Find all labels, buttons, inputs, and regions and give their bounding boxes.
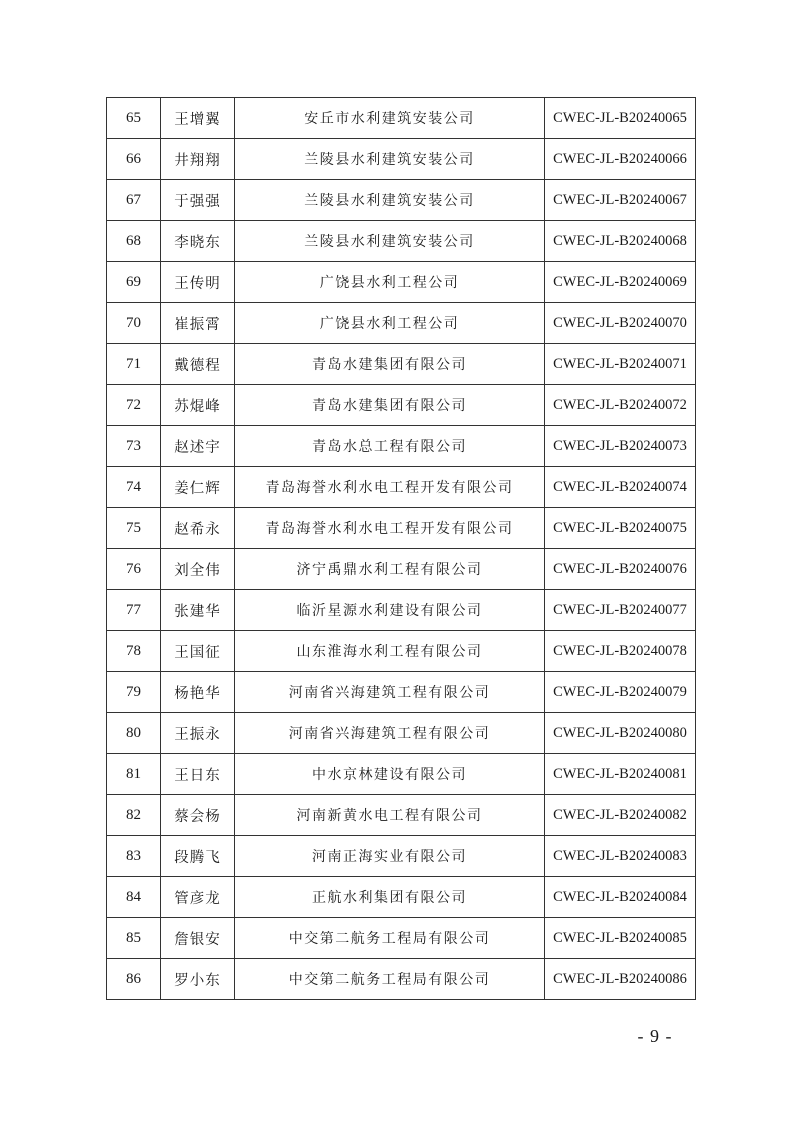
company-name: 广饶县水利工程公司 [235, 303, 545, 344]
company-name: 中交第二航务工程局有限公司 [235, 918, 545, 959]
row-number: 77 [107, 590, 161, 631]
certificate-number: CWEC-JL-B20240084 [545, 877, 696, 918]
table-row [107, 713, 696, 754]
company-name: 正航水利集团有限公司 [235, 877, 545, 918]
person-name: 王日东 [161, 754, 235, 795]
row-number: 82 [107, 795, 161, 836]
company-name: 青岛海誉水利水电工程开发有限公司 [235, 508, 545, 549]
certificate-number: CWEC-JL-B20240074 [545, 467, 696, 508]
company-name: 河南新黄水电工程有限公司 [235, 795, 545, 836]
table-row [107, 180, 696, 221]
certificate-number: CWEC-JL-B20240080 [545, 713, 696, 754]
certificate-number: CWEC-JL-B20240085 [545, 918, 696, 959]
certificate-number: CWEC-JL-B20240073 [545, 426, 696, 467]
row-number: 75 [107, 508, 161, 549]
page-number: - 9 - [637, 1026, 673, 1046]
row-number: 84 [107, 877, 161, 918]
table-row [107, 139, 696, 180]
row-number: 81 [107, 754, 161, 795]
table-row [107, 221, 696, 262]
table-row [107, 631, 696, 672]
company-name: 中水京林建设有限公司 [235, 754, 545, 795]
company-name: 安丘市水利建筑安装公司 [235, 98, 545, 139]
certificate-number: CWEC-JL-B20240072 [545, 385, 696, 426]
company-name: 兰陵县水利建筑安装公司 [235, 180, 545, 221]
row-number: 72 [107, 385, 161, 426]
table-row [107, 918, 696, 959]
certificate-number: CWEC-JL-B20240082 [545, 795, 696, 836]
certificate-number: CWEC-JL-B20240083 [545, 836, 696, 877]
person-name: 苏焜峰 [161, 385, 235, 426]
person-name: 王国征 [161, 631, 235, 672]
certificate-number: CWEC-JL-B20240081 [545, 754, 696, 795]
company-name: 兰陵县水利建筑安装公司 [235, 139, 545, 180]
person-name: 姜仁辉 [161, 467, 235, 508]
company-name: 河南省兴海建筑工程有限公司 [235, 672, 545, 713]
certificate-number: CWEC-JL-B20240068 [545, 221, 696, 262]
table-row [107, 590, 696, 631]
certificate-number: CWEC-JL-B20240069 [545, 262, 696, 303]
table-row [107, 877, 696, 918]
row-number: 78 [107, 631, 161, 672]
person-name: 蔡会杨 [161, 795, 235, 836]
company-name: 中交第二航务工程局有限公司 [235, 959, 545, 1000]
person-name: 赵述宇 [161, 426, 235, 467]
certificate-number: CWEC-JL-B20240066 [545, 139, 696, 180]
company-name: 青岛海誉水利水电工程开发有限公司 [235, 467, 545, 508]
person-name: 于强强 [161, 180, 235, 221]
person-name: 詹银安 [161, 918, 235, 959]
company-name: 临沂星源水利建设有限公司 [235, 590, 545, 631]
table-row [107, 754, 696, 795]
row-number: 76 [107, 549, 161, 590]
row-number: 83 [107, 836, 161, 877]
table-row [107, 262, 696, 303]
person-name: 戴德程 [161, 344, 235, 385]
table-row [107, 549, 696, 590]
certificate-number: CWEC-JL-B20240070 [545, 303, 696, 344]
company-name: 山东淮海水利工程有限公司 [235, 631, 545, 672]
certificate-number: CWEC-JL-B20240079 [545, 672, 696, 713]
table-row [107, 795, 696, 836]
certificate-number: CWEC-JL-B20240078 [545, 631, 696, 672]
table-row [107, 672, 696, 713]
certificate-number: CWEC-JL-B20240086 [545, 959, 696, 1000]
certificate-number: CWEC-JL-B20240075 [545, 508, 696, 549]
person-name: 王传明 [161, 262, 235, 303]
certificate-number: CWEC-JL-B20240077 [545, 590, 696, 631]
row-number: 79 [107, 672, 161, 713]
table-row [107, 344, 696, 385]
company-name: 广饶县水利工程公司 [235, 262, 545, 303]
table-body [107, 98, 696, 1000]
row-number: 69 [107, 262, 161, 303]
person-name: 李晓东 [161, 221, 235, 262]
company-name: 青岛水总工程有限公司 [235, 426, 545, 467]
certificate-table [106, 97, 696, 1000]
table-row [107, 959, 696, 1000]
row-number: 86 [107, 959, 161, 1000]
row-number: 68 [107, 221, 161, 262]
table-row [107, 836, 696, 877]
person-name: 崔振霄 [161, 303, 235, 344]
table-row [107, 385, 696, 426]
person-name: 王振永 [161, 713, 235, 754]
person-name: 罗小东 [161, 959, 235, 1000]
certificate-number: CWEC-JL-B20240065 [545, 98, 696, 139]
row-number: 67 [107, 180, 161, 221]
table-row [107, 303, 696, 344]
company-name: 青岛水建集团有限公司 [235, 385, 545, 426]
row-number: 73 [107, 426, 161, 467]
person-name: 王增翼 [161, 98, 235, 139]
person-name: 刘全伟 [161, 549, 235, 590]
certificate-number: CWEC-JL-B20240076 [545, 549, 696, 590]
person-name: 管彦龙 [161, 877, 235, 918]
company-name: 兰陵县水利建筑安装公司 [235, 221, 545, 262]
company-name: 青岛水建集团有限公司 [235, 344, 545, 385]
company-name: 河南正海实业有限公司 [235, 836, 545, 877]
table-row [107, 98, 696, 139]
person-name: 杨艳华 [161, 672, 235, 713]
row-number: 70 [107, 303, 161, 344]
certificate-number: CWEC-JL-B20240067 [545, 180, 696, 221]
row-number: 65 [107, 98, 161, 139]
row-number: 71 [107, 344, 161, 385]
person-name: 段腾飞 [161, 836, 235, 877]
company-name: 济宁禹鼎水利工程有限公司 [235, 549, 545, 590]
person-name: 张建华 [161, 590, 235, 631]
table-row [107, 467, 696, 508]
person-name: 井翔翔 [161, 139, 235, 180]
table-row [107, 426, 696, 467]
table-row [107, 508, 696, 549]
row-number: 80 [107, 713, 161, 754]
row-number: 85 [107, 918, 161, 959]
row-number: 66 [107, 139, 161, 180]
row-number: 74 [107, 467, 161, 508]
person-name: 赵希永 [161, 508, 235, 549]
company-name: 河南省兴海建筑工程有限公司 [235, 713, 545, 754]
certificate-number: CWEC-JL-B20240071 [545, 344, 696, 385]
